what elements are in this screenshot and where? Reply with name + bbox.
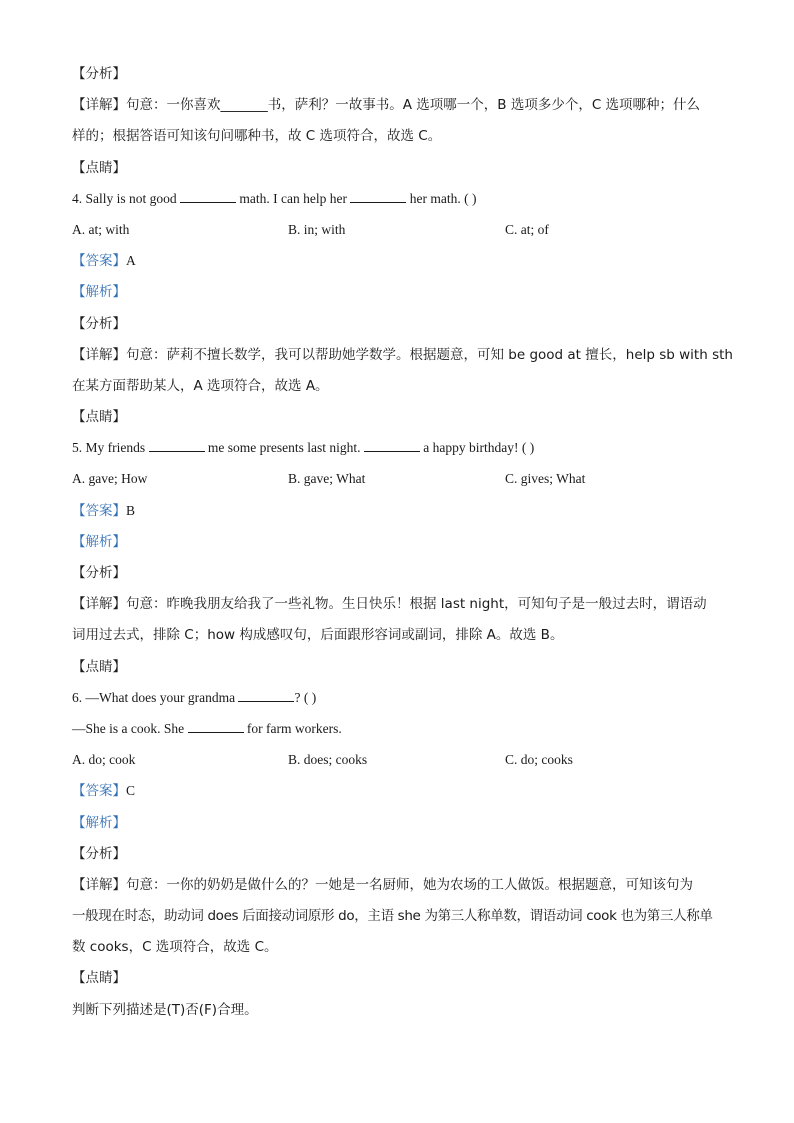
q6-comment-heading: [72, 966, 724, 997]
q6-response-part-1: —She is a cook. She: [72, 720, 185, 736]
answer-blank: [350, 190, 406, 203]
answer-label: 【答案】: [72, 502, 126, 519]
detail-text: 词用过去式，排除 C；how 构成感叹句，后面跟形容词或副词，排除 A。故选 B。: [72, 627, 564, 644]
q5-options: [72, 467, 724, 498]
q6-stem-part-1: 6. —What does your grandma: [72, 689, 236, 705]
detail-text: 样的；根据答语可知该句问哪种书，故 C 选项符合，故选 C。: [72, 128, 442, 145]
q4-parse-heading: [72, 280, 724, 311]
answer-value: C: [126, 783, 136, 799]
comment-heading: [72, 156, 724, 187]
detail-text: 句意：一你喜欢_______书，萨利？一故事书。A 选项哪一个，B 选项多少个，C 选项哪种；什么: [126, 97, 701, 114]
parse-label: 【解析】: [72, 284, 126, 301]
q5-parse-heading: [72, 530, 724, 561]
document-page: [72, 62, 733, 1029]
q3-detail-line-2: [72, 124, 724, 155]
answer-label: 【答案】: [72, 253, 126, 270]
q4-stem-part-2: math. I can help her: [239, 190, 347, 206]
analysis-label: 【分析】: [72, 845, 126, 862]
instruction-text: 判断下列描述是(T)否(F)合理。: [72, 1001, 258, 1018]
q5-option-c: C. gives; What: [505, 471, 586, 487]
q4-option-b: B. in; with: [288, 221, 346, 237]
q6-response: [72, 717, 724, 748]
q6-options: [72, 748, 724, 779]
answer-blank: [238, 689, 294, 702]
detail-text: 句意：萨莉不擅长数学，我可以帮助她学数学。根据题意，可知 be good at 擅长，help sb with sth: [126, 346, 733, 363]
q5-detail-line-2: [72, 623, 724, 654]
q5-answer: [72, 499, 724, 530]
analysis-label: 【分析】: [72, 565, 126, 581]
q4-stem-part-3: her math. ( ): [409, 190, 477, 206]
q5-option-b: B. gave; What: [288, 471, 366, 487]
q4-stem-part-1: 4. Sally is not good: [72, 190, 177, 206]
answer-blank: [364, 439, 420, 452]
q5-comment-heading: [72, 655, 724, 686]
q5-stem-part-2: me some presents last night.: [207, 440, 361, 456]
q6-option-a: A. do; cook: [72, 752, 136, 768]
q4-options: [72, 218, 724, 249]
q5-stem-part-1: 5. My friends: [72, 440, 146, 456]
q6-option-b: B. does; cooks: [288, 752, 368, 768]
q5-detail-line-1: [72, 592, 724, 623]
answer-label: 【答案】: [72, 783, 126, 800]
q5-stem-part-3: a happy birthday! ( ): [423, 440, 535, 456]
q3-detail-line-1: [72, 93, 724, 124]
q4-detail-line-2: [72, 374, 724, 405]
detail-text: 句意：一你的奶奶是做什么的？一她是一名厨师，她为农场的工人做饭。根据题意，可知该句为: [126, 876, 693, 893]
q6-option-c: C. do; cooks: [505, 752, 573, 768]
analysis-label: 【分析】: [72, 66, 126, 82]
answer-blank: [180, 190, 236, 203]
answer-value: B: [126, 502, 136, 518]
q6-response-part-2: for farm workers.: [246, 720, 342, 736]
q6-detail-line-3: [72, 935, 724, 966]
q6-detail-line-1: [72, 873, 724, 904]
q4-option-c: C. at; of: [505, 221, 549, 237]
comment-label: 【点睛】: [72, 658, 126, 675]
detail-label: 【详解】: [72, 97, 126, 114]
answer-blank: [188, 720, 244, 733]
parse-label: 【解析】: [72, 814, 126, 831]
q4-answer: [72, 249, 724, 280]
analysis-label: 【分析】: [72, 315, 126, 332]
detail-text: 在某方面帮助某人，A 选项符合，故选 A。: [72, 377, 329, 394]
q5-stem: [72, 436, 724, 467]
q4-stem: [72, 187, 724, 218]
q6-detail-line-2: [72, 904, 724, 935]
detail-label: 【详解】: [72, 596, 126, 613]
q5-analysis-heading: [72, 561, 724, 592]
q6-analysis-heading: [72, 842, 724, 873]
answer-value: A: [126, 253, 136, 269]
q6-stem-part-2: ? ( ): [294, 689, 317, 705]
q6-parse-heading: [72, 811, 724, 842]
detail-text: 数 cooks，C 选项符合，故选 C。: [72, 939, 278, 956]
q4-option-a: A. at; with: [72, 221, 130, 237]
q4-detail-line-1: [72, 343, 733, 374]
detail-label: 【详解】: [72, 346, 126, 363]
detail-label: 【详解】: [72, 876, 126, 893]
q4-comment-heading: [72, 405, 724, 436]
answer-blank: [149, 439, 205, 452]
detail-text: 一般现在时态，助动词 does 后面接动词原形 do，主语 she 为第三人称单数，谓语动词 cook 也为第三人称单: [72, 908, 713, 925]
detail-text: 句意：昨晚我朋友给我了一些礼物。生日快乐！根据 last night，可知句子是一般过去时，谓语动: [126, 596, 707, 613]
comment-label: 【点睛】: [72, 159, 126, 176]
q4-analysis-heading: [72, 312, 724, 343]
comment-label: 【点睛】: [72, 970, 126, 987]
q5-option-a: A. gave; How: [72, 471, 148, 487]
q6-stem: [72, 686, 724, 717]
parse-label: 【解析】: [72, 533, 126, 550]
comment-label: 【点睛】: [72, 409, 126, 426]
section-instruction: [72, 998, 724, 1029]
q6-answer: [72, 779, 724, 810]
analysis-heading: [72, 62, 724, 93]
